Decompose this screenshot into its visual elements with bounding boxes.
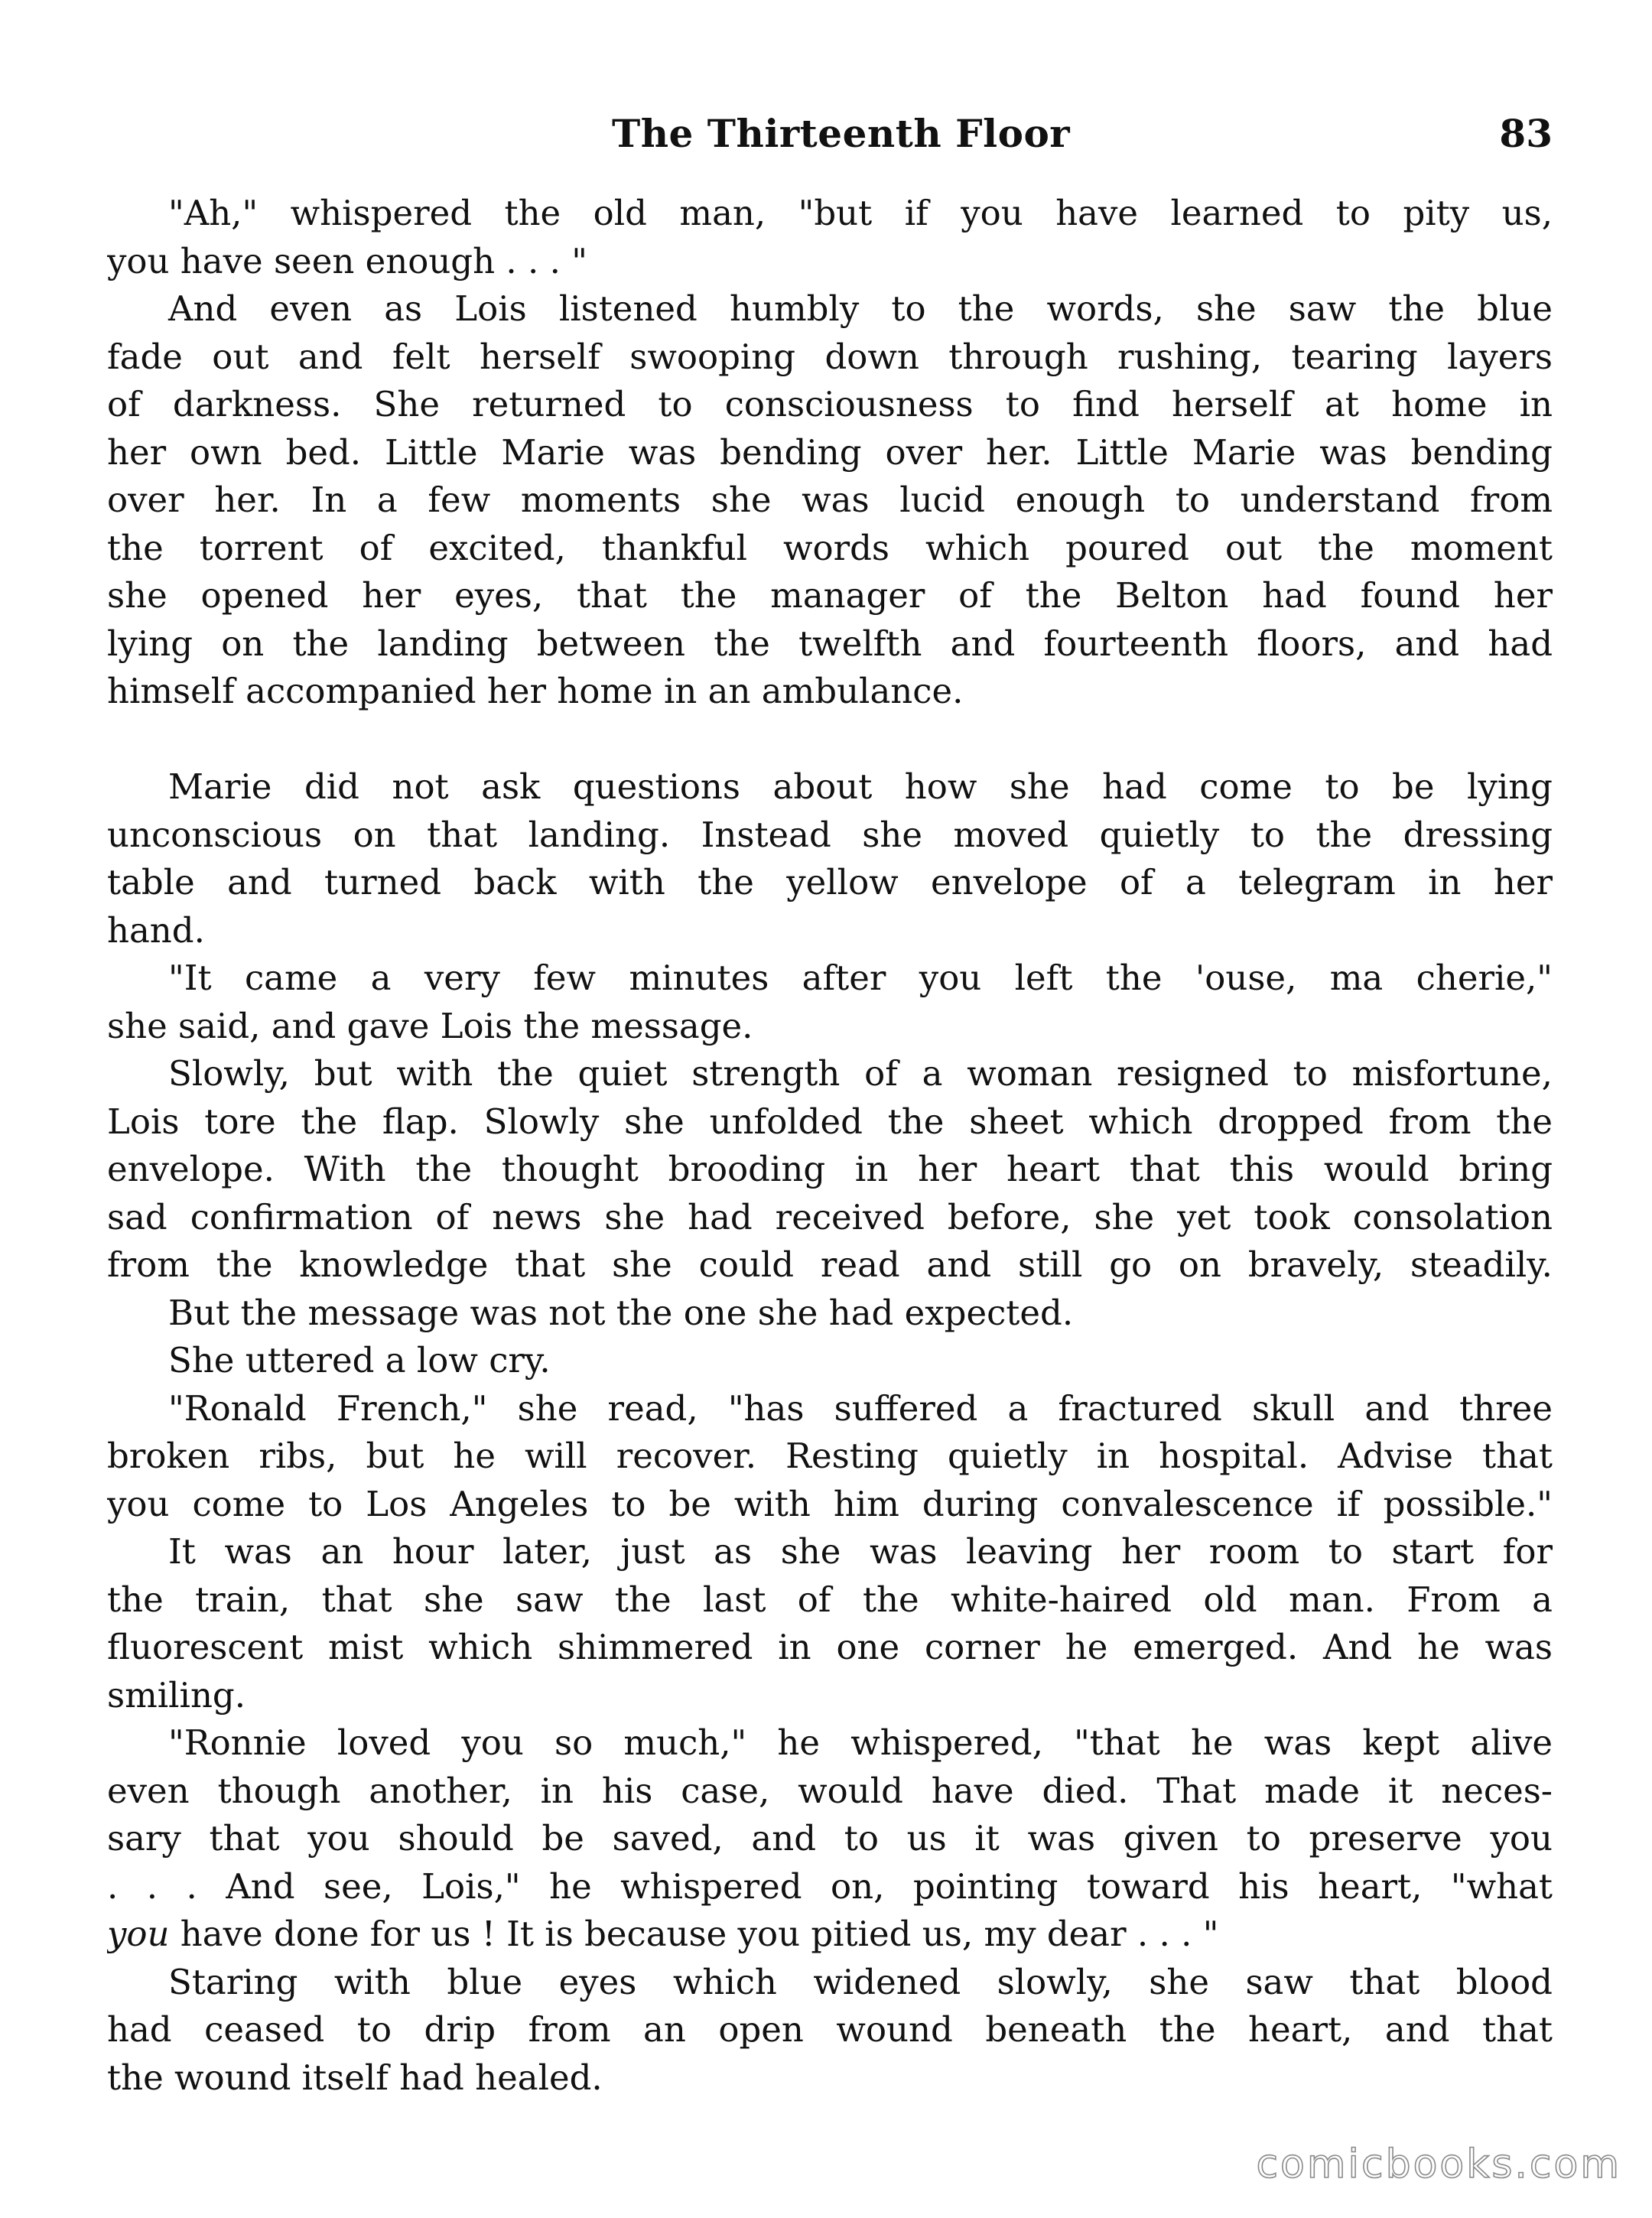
text-line: the wound itself had healed.	[107, 2057, 603, 2098]
text-line: table and turned back with the yellow envelope of a telegram in her	[107, 862, 1553, 902]
text-line: "Ronald French," she read, "has suffered a fractured skull and three	[168, 1387, 1553, 1429]
text-line: "Ah," whispered the old man, "but if you have learned to pity us,	[168, 193, 1553, 233]
text-line: from the knowledge that she could read and still go on bravely, steadily.	[107, 1244, 1553, 1285]
text-line: she opened her eyes, that the manager of the Belton had found her	[107, 575, 1553, 616]
text-line: had ceased to drip from an open wound beneath the heart, and that	[107, 2009, 1553, 2050]
page-number: 83	[1499, 111, 1553, 156]
text-line: Lois tore the flap. Slowly she unfolded the sheet which dropped from the	[107, 1101, 1553, 1142]
text-line: . . . And see, Lois," he whispered on, pointing toward his heart, "what	[107, 1865, 1553, 1907]
emphasized-word: you	[107, 1914, 170, 1954]
text-line: himself accompanied her home in an ambulance.	[107, 671, 964, 711]
text-line: hand.	[107, 909, 205, 951]
watermark-logo: comicbooks.com	[1256, 2142, 1621, 2187]
text-line: But the message was not the one she had expected.	[168, 1292, 1074, 1333]
text-line: broken ribs, but he will recover. Resting quietly in hospital. Advise that	[107, 1436, 1553, 1476]
text-run: have done for us ! It is because you pitied us, my dear . . . "	[169, 1914, 1219, 1954]
text-line: over her. In a few moments she was lucid enough to understand from	[107, 480, 1553, 520]
text-line: "Ronnie loved you so much," he whispered, "that he was kept alive	[168, 1722, 1553, 1763]
text-line: Marie did not ask questions about how she had come to be lying	[168, 766, 1553, 807]
text-line: lying on the landing between the twelfth and fourteenth floors, and had	[107, 623, 1553, 664]
text-line: sad confirmation of news she had received before, she yet took consolation	[107, 1196, 1553, 1237]
text-line: unconscious on that landing. Instead she moved quietly to the dressing	[107, 814, 1553, 855]
section-break	[107, 716, 1553, 764]
text-line: smiling.	[107, 1674, 246, 1716]
text-line: you come to Los Angeles to be with him during convalescence if possible."	[107, 1483, 1553, 1524]
text-line: She uttered a low cry.	[168, 1340, 551, 1381]
text-line: It was an hour later, just as she was leaving her room to start for	[168, 1531, 1553, 1572]
text-line: the torrent of excited, thankful words which poured out the moment	[107, 527, 1553, 568]
text-line: her own bed. Little Marie was bending over her. Little Marie was bending	[107, 431, 1553, 473]
text-line: you have seen enough . . . "	[107, 240, 587, 281]
text-line: "It came a very few minutes after you left the 'ouse, ma cherie,"	[168, 958, 1553, 998]
text-line: envelope. With the thought brooding in her heart that this would bring	[107, 1149, 1553, 1189]
text-line: even though another, in his case, would have died. That made it neces-	[107, 1770, 1553, 1811]
text-line: sary that you should be saved, and to us it was given to preserve you	[107, 1818, 1553, 1859]
text-line: fade out and felt herself swooping down through rushing, tearing layers	[107, 336, 1553, 377]
text-line: the train, that she saw the last of the white-haired old man. From a	[107, 1579, 1553, 1620]
running-title: The Thirteenth Floor	[612, 111, 1071, 156]
text-line: Slowly, but with the quiet strength of a woman resigned to misfortune,	[168, 1053, 1553, 1094]
text-line: fluorescent mist which shimmered in one corner he emerged. And he was	[107, 1627, 1553, 1667]
body-text	[107, 190, 1553, 2102]
text-line: she said, and gave Lois the message.	[107, 1005, 753, 1046]
text-line-with-emphasis	[107, 1911, 1553, 1959]
page-header	[107, 111, 1553, 180]
text-line: And even as Lois listened humbly to the words, she saw the blue	[168, 288, 1553, 329]
text-line: of darkness. She returned to consciousness to find herself at home in	[107, 384, 1553, 424]
text-line: Staring with blue eyes which widened slowly, she saw that blood	[168, 1961, 1553, 2002]
